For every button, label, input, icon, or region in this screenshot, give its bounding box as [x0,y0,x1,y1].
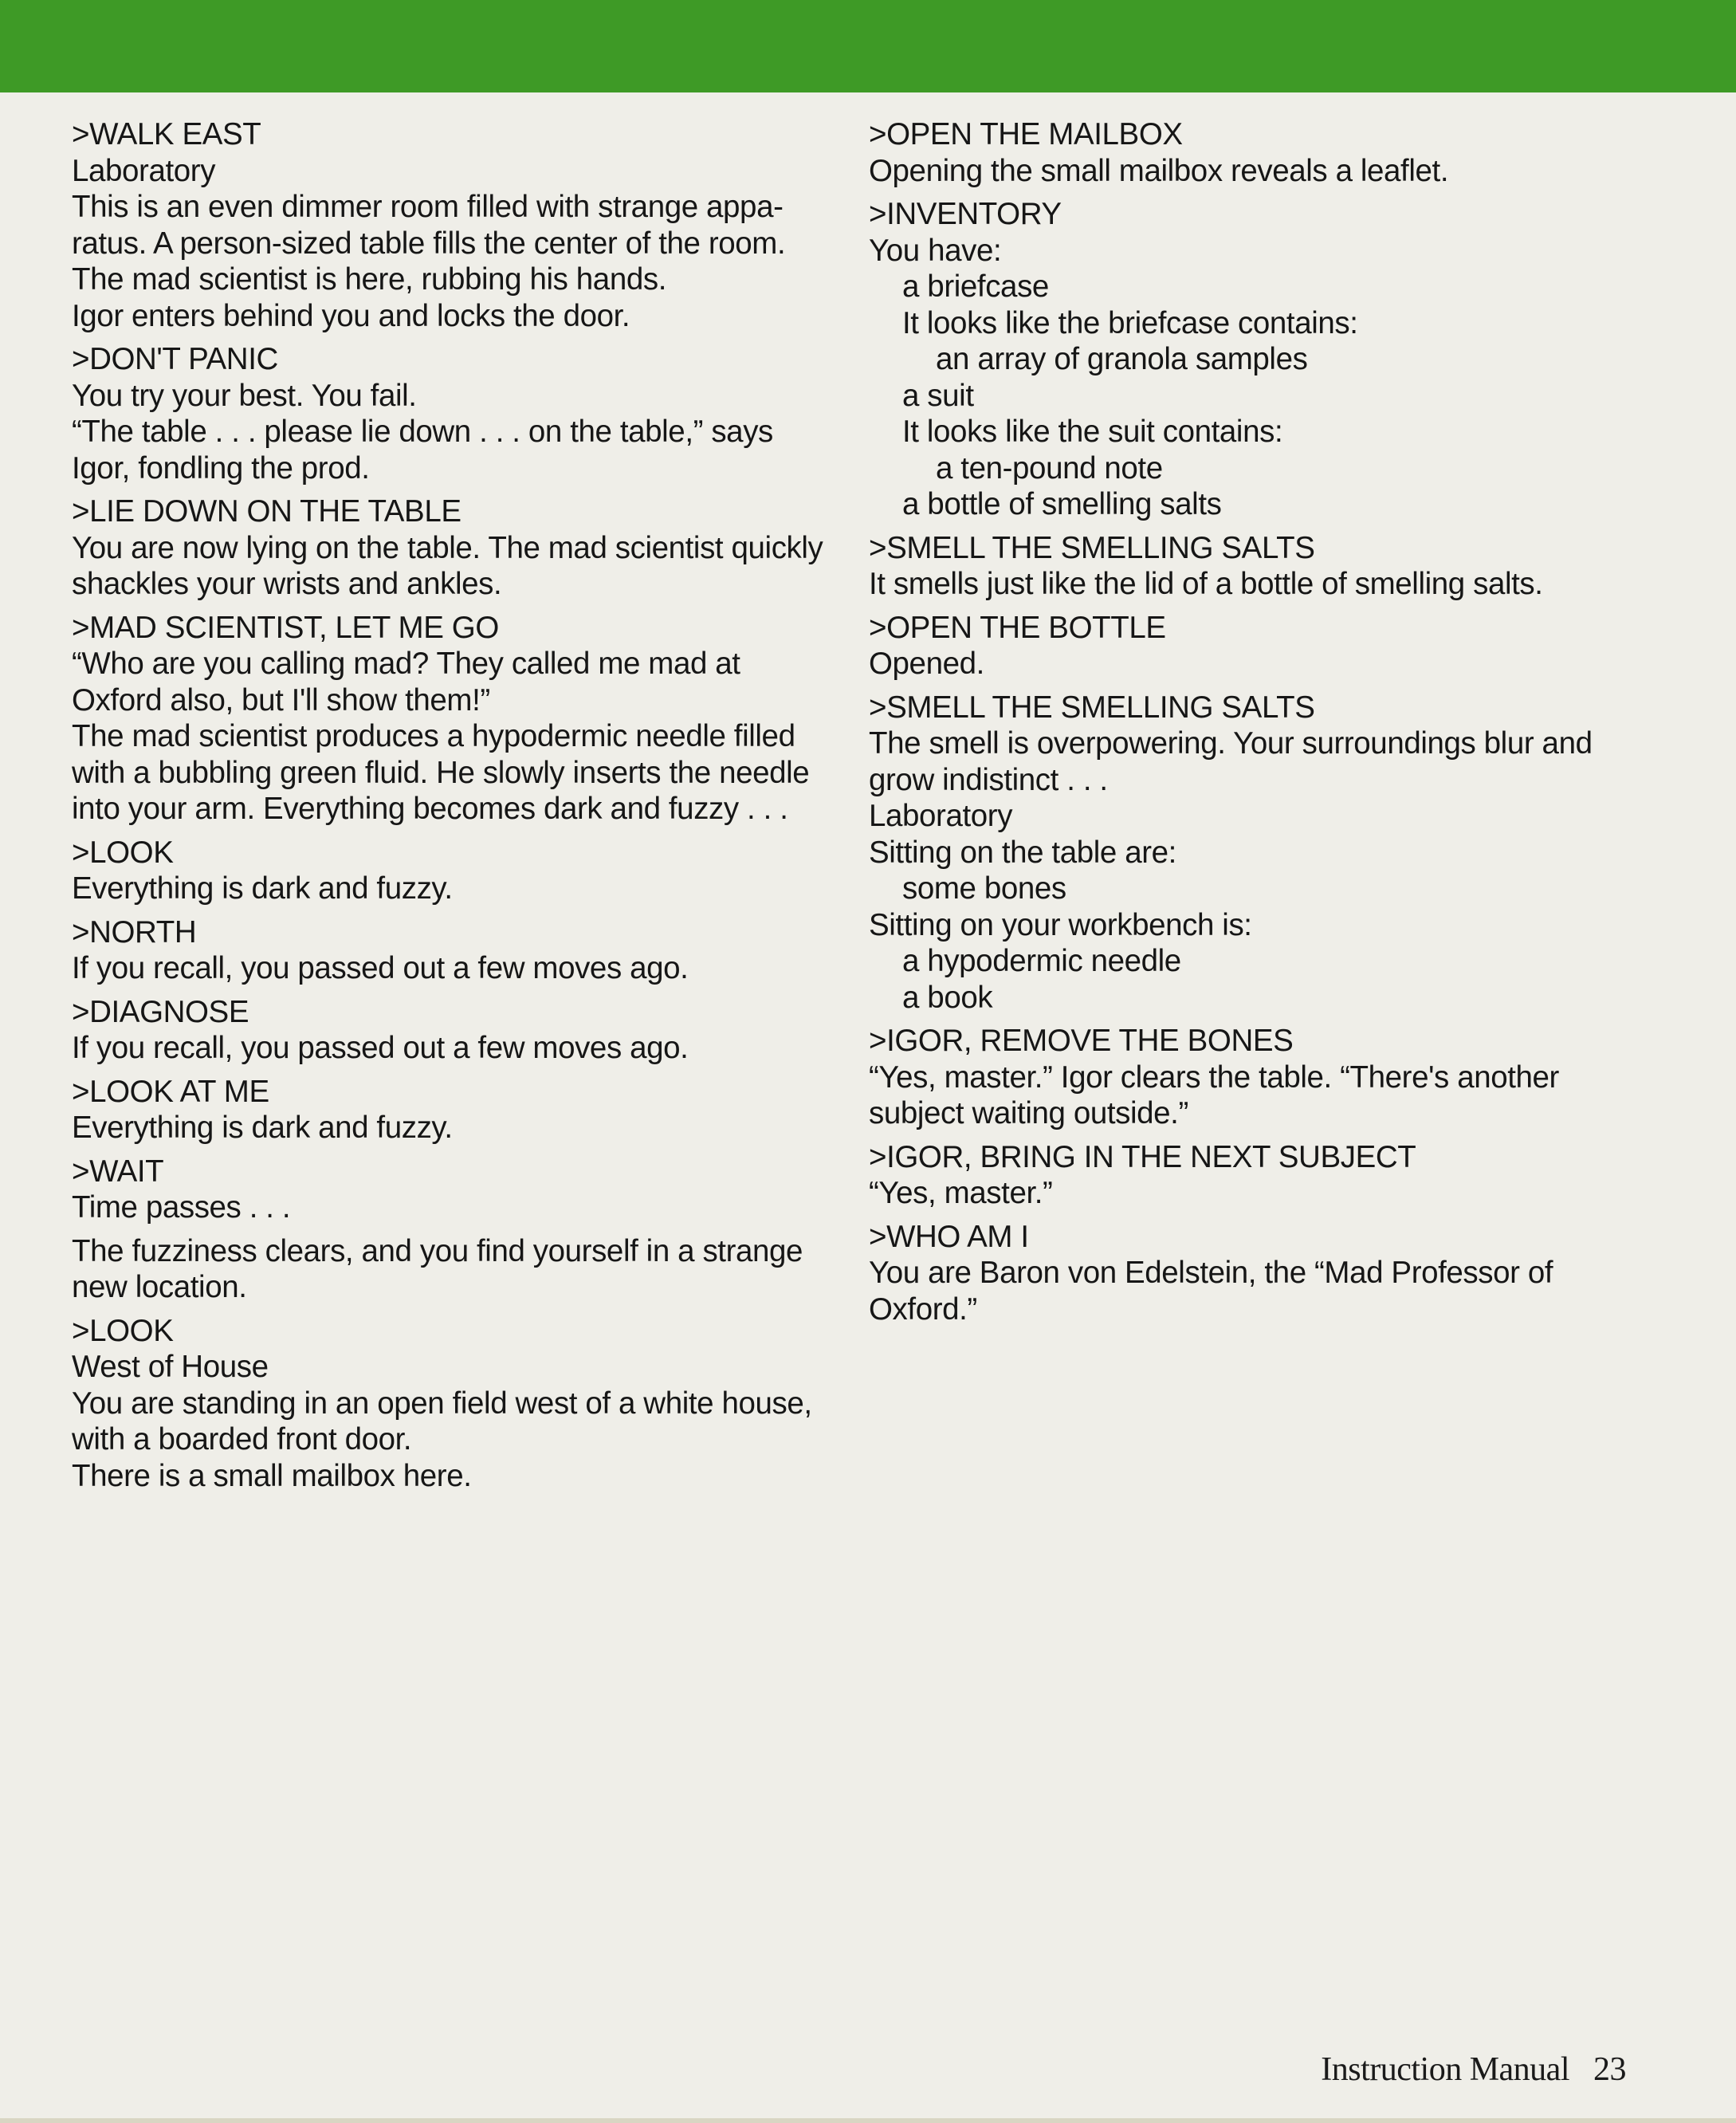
right-column [869,116,1674,1335]
response-line: “The table . . . please lie down . . . on the table,” says [72,415,773,449]
command-line: >LOOK [72,1313,174,1348]
response-line: a suit [902,378,974,413]
command-line: >LOOK AT ME [72,1074,269,1109]
command-line: >INVENTORY [869,197,1062,231]
response-line: an array of granola samples [936,342,1308,376]
response-line: If you recall, you passed out a few moves ago. [72,1031,689,1065]
response-line: shackles your wrists and ankles. [72,567,502,601]
response-line: Oxford also, but I'll show them!” [72,682,490,717]
page-footer [1321,2050,1626,2089]
command-line: >MAD SCIENTIST, LET ME GO [72,610,499,645]
response-line: a book [902,980,993,1015]
response-line: It smells just like the lid of a bottle of smelling salts. [869,567,1543,601]
response-line: Everything is dark and fuzzy. [72,871,453,906]
response-line: The mad scientist produces a hypodermic needle filled [72,719,795,753]
command-line: >WHO AM I [869,1219,1029,1254]
response-line: a bottle of smelling salts [902,487,1222,521]
response-line: West of House [72,1350,269,1384]
response-line: Opened. [869,647,984,681]
transcript-block [869,690,1674,1016]
command-line: >LIE DOWN ON THE TABLE [72,494,461,529]
transcript-block [72,341,837,486]
command-line: >IGOR, BRING IN THE NEXT SUBJECT [869,1139,1416,1174]
transcript-block [72,493,837,603]
footer-title: Instruction Manual [1321,2051,1569,2088]
command-line: >LOOK [72,835,174,870]
response-line: This is an even dimmer room filled with strange appa- [72,190,784,224]
response-line: with a bubbling green fluid. He slowly inserts the needle [72,755,810,790]
header-color-band [0,0,1736,92]
response-line: Opening the small mailbox reveals a leaflet. [869,153,1449,188]
response-line: There is a small mailbox here. [72,1458,472,1493]
response-line: The mad scientist is here, rubbing his hands. [72,262,666,297]
transcript-block [72,610,837,828]
response-line: “Who are you calling mad? They called me mad at [72,647,740,681]
transcript-block [869,116,1674,189]
response-line: Sitting on the table are: [869,835,1176,870]
response-line: It looks like the briefcase contains: [902,305,1358,340]
transcript-block [869,196,1674,523]
response-line: It looks like the suit contains: [902,415,1283,449]
transcript-block [72,1154,837,1226]
response-line: into your arm. Everything becomes dark and fuzzy . . . [72,792,788,826]
command-line: >DON'T PANIC [72,342,278,376]
response-line: Time passes . . . [72,1190,291,1225]
response-line: You try your best. You fail. [72,378,417,413]
response-line: You have: [869,233,1002,268]
response-line: “Yes, master.” [869,1176,1053,1210]
page-bottom-edge [0,2118,1736,2123]
response-line: a ten-pound note [936,450,1163,486]
response-line: ratus. A person-sized table fills the center of the room. [72,226,786,261]
response-line: grow indistinct . . . [869,762,1108,797]
transcript-block [72,1233,837,1306]
transcript-block [869,610,1674,682]
command-line: >WALK EAST [72,117,261,151]
command-line: >NORTH [72,914,197,949]
command-line: >OPEN THE MAILBOX [869,117,1183,151]
left-column [72,116,837,1501]
transcript-block [869,1023,1674,1132]
response-line: The fuzziness clears, and you find yourself in a strange [72,1233,803,1268]
transcript-block [72,1074,837,1146]
transcript-block [869,1139,1674,1212]
response-line: Sitting on your workbench is: [869,907,1252,942]
response-line: You are Baron von Edelstein, the “Mad Professor of [869,1256,1553,1290]
response-line: Igor enters behind you and locks the door. [72,298,630,333]
transcript-block [869,530,1674,603]
transcript-block [72,116,837,334]
response-line: Everything is dark and fuzzy. [72,1111,453,1145]
response-line: a hypodermic needle [902,944,1181,978]
response-line: Igor, fondling the prod. [72,450,370,486]
response-line: You are standing in an open field west of a white house, [72,1386,812,1421]
page-number: 23 [1593,2051,1626,2088]
transcript-block [72,994,837,1067]
command-line: >SMELL THE SMELLING SALTS [869,530,1315,565]
command-line: >WAIT [72,1154,164,1189]
response-line: subject waiting outside.” [869,1096,1188,1130]
response-line: some bones [902,871,1066,906]
command-line: >IGOR, REMOVE THE BONES [869,1024,1294,1058]
response-line: The smell is overpowering. Your surroundings blur and [869,726,1593,761]
command-line: >OPEN THE BOTTLE [869,610,1166,645]
transcript-block [72,1313,837,1495]
response-line: Laboratory [72,153,216,188]
response-line: Oxford.” [869,1291,977,1327]
response-line: with a boarded front door. [72,1422,412,1457]
command-line: >SMELL THE SMELLING SALTS [869,690,1315,725]
transcript-block [72,914,837,987]
transcript-block [869,1219,1674,1328]
response-line: “Yes, master.” Igor clears the table. “There's another [869,1060,1559,1095]
transcript-block [72,835,837,907]
command-line: >DIAGNOSE [72,994,249,1029]
response-line: Laboratory [869,799,1013,833]
response-line: new location. [72,1270,247,1304]
response-line: If you recall, you passed out a few moves ago. [72,951,689,985]
response-line: a briefcase [902,269,1049,304]
response-line: You are now lying on the table. The mad scientist quickly [72,530,823,565]
